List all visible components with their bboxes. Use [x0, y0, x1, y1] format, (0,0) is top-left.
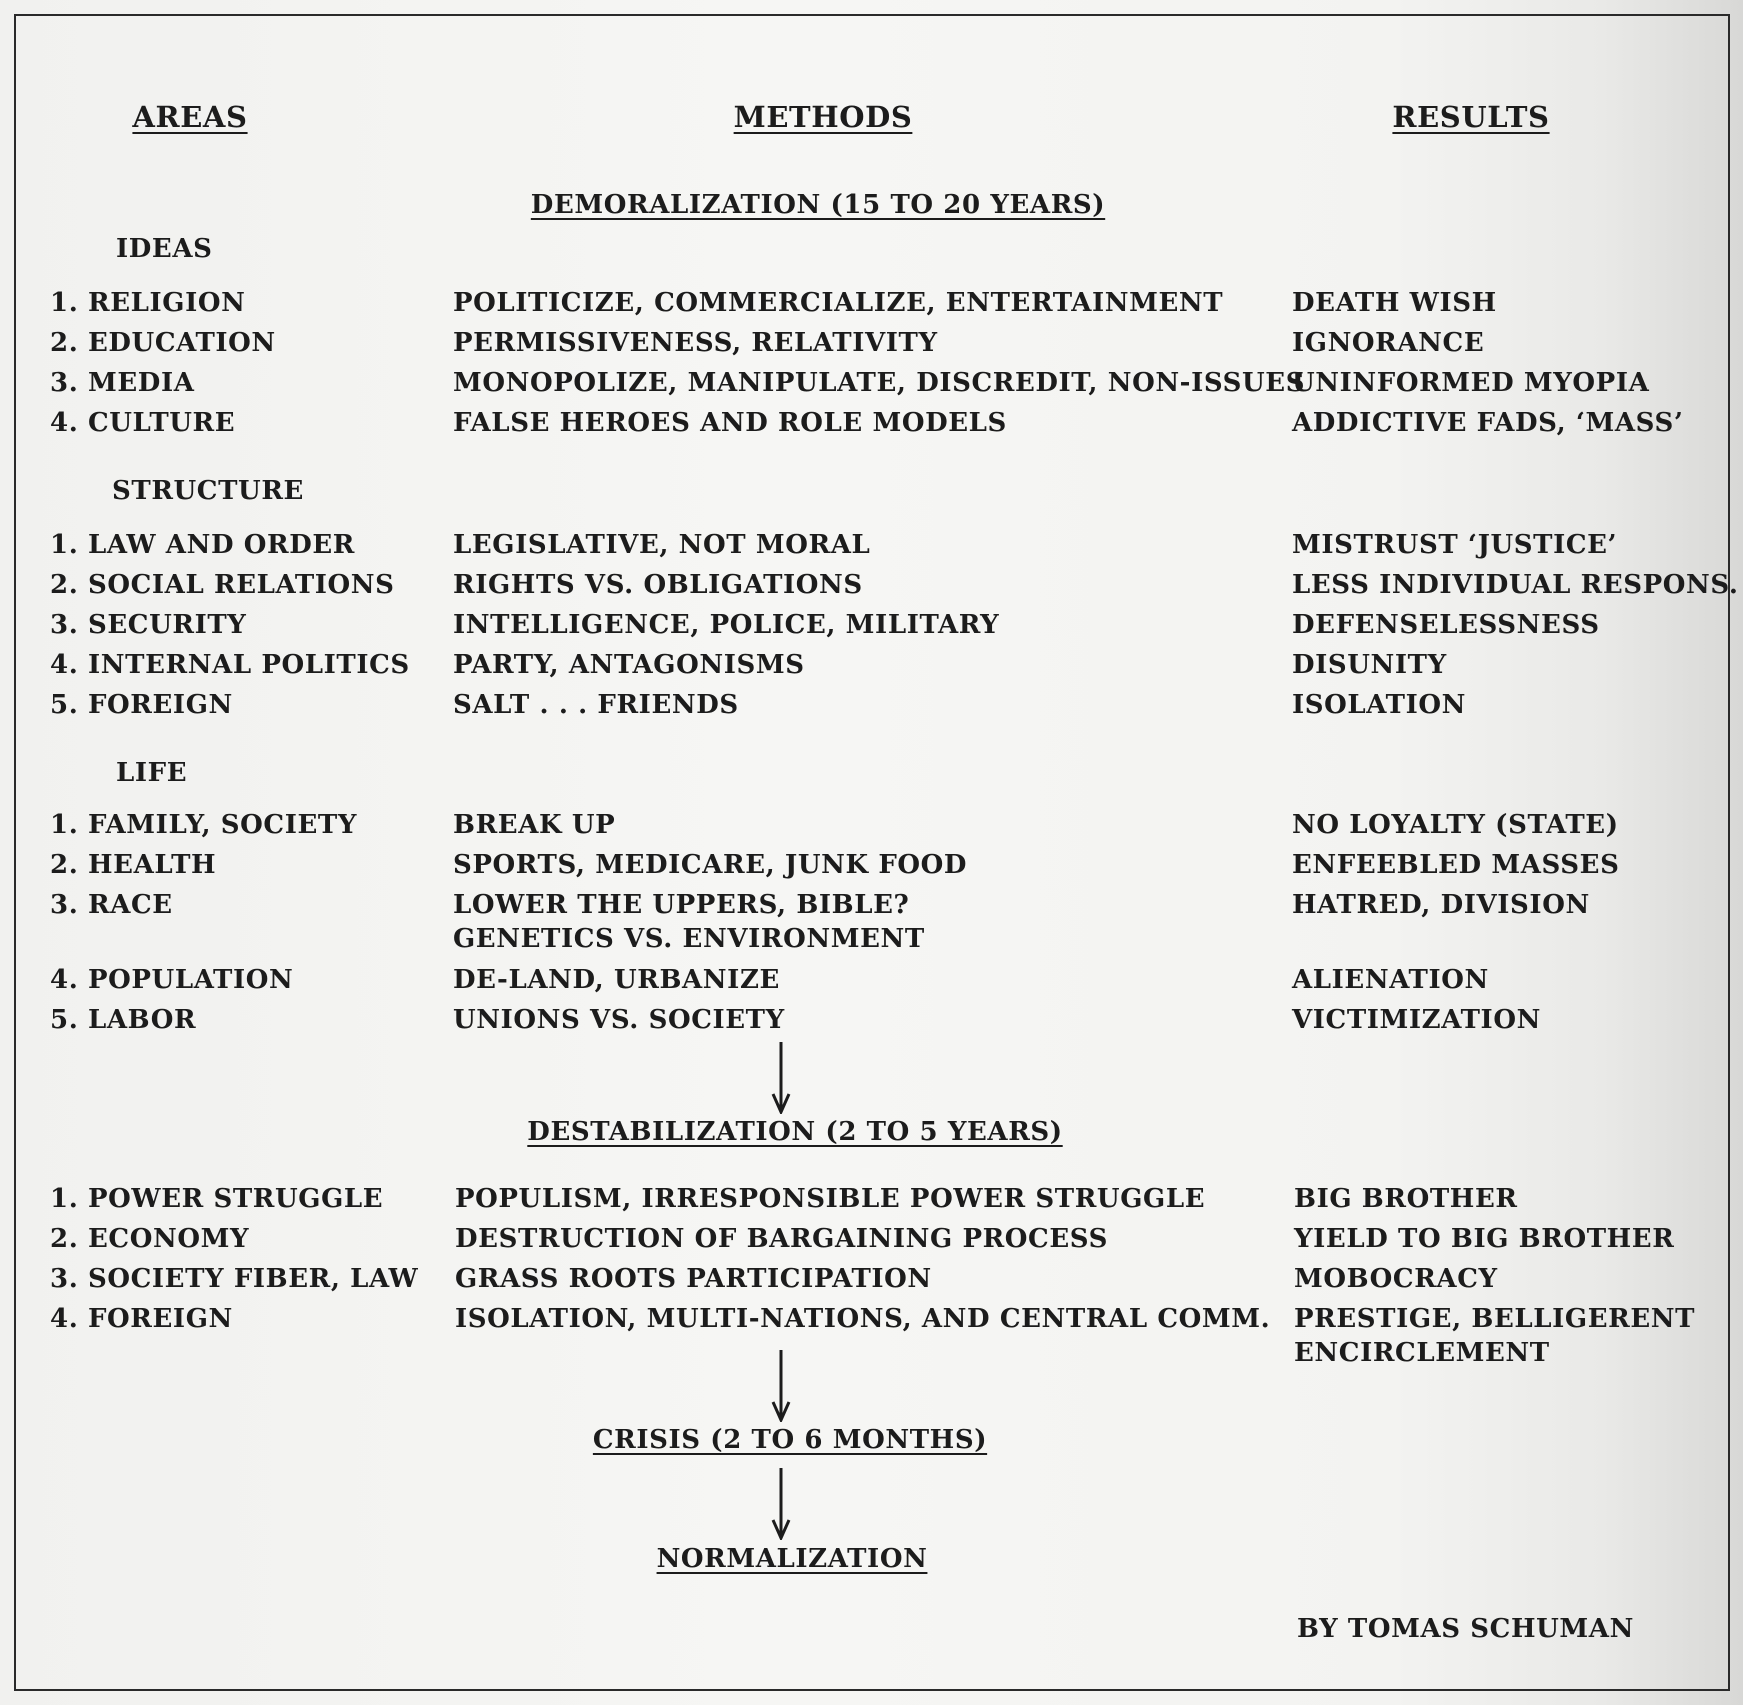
method-population: DE-LAND, URBANIZE [453, 965, 780, 995]
method-foreign: SALT . . . FRIENDS [453, 690, 739, 720]
method-internal-politics: PARTY, ANTAGONISMS [453, 650, 805, 680]
header-areas: AREAS [132, 100, 248, 134]
method-health: SPORTS, MEDICARE, JUNK FOOD [453, 850, 968, 880]
method-education: PERMISSIVENESS, RELATIVITY [453, 328, 938, 358]
method-religion: POLITICIZE, COMMERCIALIZE, ENTERTAINMENT [453, 288, 1224, 318]
area-law-and-order: 1. LAW AND ORDER [50, 530, 355, 560]
area-media: 3. MEDIA [50, 368, 195, 398]
area-social-relations: 2. SOCIAL RELATIONS [50, 570, 395, 600]
area-society-fiber-law: 3. SOCIETY FIBER, LAW [50, 1264, 419, 1294]
result-population: ALIENATION [1292, 965, 1489, 995]
result-law-and-order: MISTRUST ‘JUSTICE’ [1292, 530, 1618, 560]
method-labor: UNIONS VS. SOCIETY [453, 1005, 785, 1035]
result-health: ENFEEBLED MASSES [1292, 850, 1620, 880]
group-heading-life: LIFE [116, 758, 188, 788]
area-race: 3. RACE [50, 890, 173, 920]
result-security: DEFENSELESSNESS [1292, 610, 1600, 640]
area-health: 2. HEALTH [50, 850, 217, 880]
group-heading-structure: STRUCTURE [112, 476, 304, 506]
group-heading-ideas: IDEAS [116, 234, 213, 264]
method-family-society: BREAK UP [453, 810, 616, 840]
method-foreign-2: ISOLATION, MULTI-NATIONS, AND CENTRAL COMM. [455, 1304, 1271, 1334]
method-society-fiber-law: GRASS ROOTS PARTICIPATION [455, 1264, 932, 1294]
result-culture: ADDICTIVE FADS, ‘MASS’ [1292, 408, 1684, 438]
method-economy: DESTRUCTION OF BARGAINING PROCESS [455, 1224, 1108, 1254]
result-economy: YIELD TO BIG BROTHER [1294, 1224, 1675, 1254]
method-media: MONOPOLIZE, MANIPULATE, DISCREDIT, NON-ISSUES [453, 368, 1306, 398]
result-media: UNINFORMED MYOPIA [1292, 368, 1650, 398]
result-family-society: NO LOYALTY (STATE) [1292, 810, 1619, 840]
method-security: INTELLIGENCE, POLICE, MILITARY [453, 610, 1000, 640]
method-social-relations: RIGHTS VS. OBLIGATIONS [453, 570, 863, 600]
area-culture: 4. CULTURE [50, 408, 236, 438]
result-social-relations: LESS INDIVIDUAL RESPONS. [1292, 570, 1739, 600]
result-internal-politics: DISUNITY [1292, 650, 1447, 680]
area-foreign-2: 4. FOREIGN [50, 1304, 233, 1334]
method-law-and-order: LEGISLATIVE, NOT MORAL [453, 530, 871, 560]
area-labor: 5. LABOR [50, 1005, 197, 1035]
section-title-demoralization: DEMORALIZATION (15 TO 20 YEARS) [530, 190, 1106, 220]
down-arrow-icon [771, 1350, 791, 1422]
area-education: 2. EDUCATION [50, 328, 276, 358]
area-economy: 2. ECONOMY [50, 1224, 250, 1254]
result-society-fiber-law: MOBOCRACY [1294, 1264, 1498, 1294]
area-family-society: 1. FAMILY, SOCIETY [50, 810, 357, 840]
header-methods: METHODS [733, 100, 913, 134]
result-education: IGNORANCE [1292, 328, 1485, 358]
author-credit: BY TOMAS SCHUMAN [1297, 1614, 1634, 1644]
section-title-destabilization: DESTABILIZATION (2 TO 5 YEARS) [527, 1117, 1063, 1147]
result-race: HATRED, DIVISION [1292, 890, 1590, 920]
method-race-line2: GENETICS VS. ENVIRONMENT [453, 924, 925, 954]
section-title-normalization: NORMALIZATION [656, 1544, 928, 1574]
method-culture: FALSE HEROES AND ROLE MODELS [453, 408, 1007, 438]
area-internal-politics: 4. INTERNAL POLITICS [50, 650, 410, 680]
result-labor: VICTIMIZATION [1292, 1005, 1541, 1035]
result-foreign-2: PRESTIGE, BELLIGERENT [1294, 1304, 1696, 1334]
area-religion: 1. RELIGION [50, 288, 246, 318]
section-title-crisis: CRISIS (2 TO 6 MONTHS) [592, 1425, 988, 1455]
down-arrow-icon [771, 1042, 791, 1114]
result-foreign: ISOLATION [1292, 690, 1466, 720]
method-power-struggle: POPULISM, IRRESPONSIBLE POWER STRUGGLE [455, 1184, 1206, 1214]
header-results: RESULTS [1392, 100, 1550, 134]
result-religion: DEATH WISH [1292, 288, 1497, 318]
area-power-struggle: 1. POWER STRUGGLE [50, 1184, 384, 1214]
area-foreign: 5. FOREIGN [50, 690, 233, 720]
down-arrow-icon [771, 1468, 791, 1540]
result-power-struggle: BIG BROTHER [1294, 1184, 1518, 1214]
area-population: 4. POPULATION [50, 965, 294, 995]
result-foreign-2-line2: ENCIRCLEMENT [1294, 1338, 1550, 1368]
method-race: LOWER THE UPPERS, BIBLE? [453, 890, 910, 920]
area-security: 3. SECURITY [50, 610, 247, 640]
